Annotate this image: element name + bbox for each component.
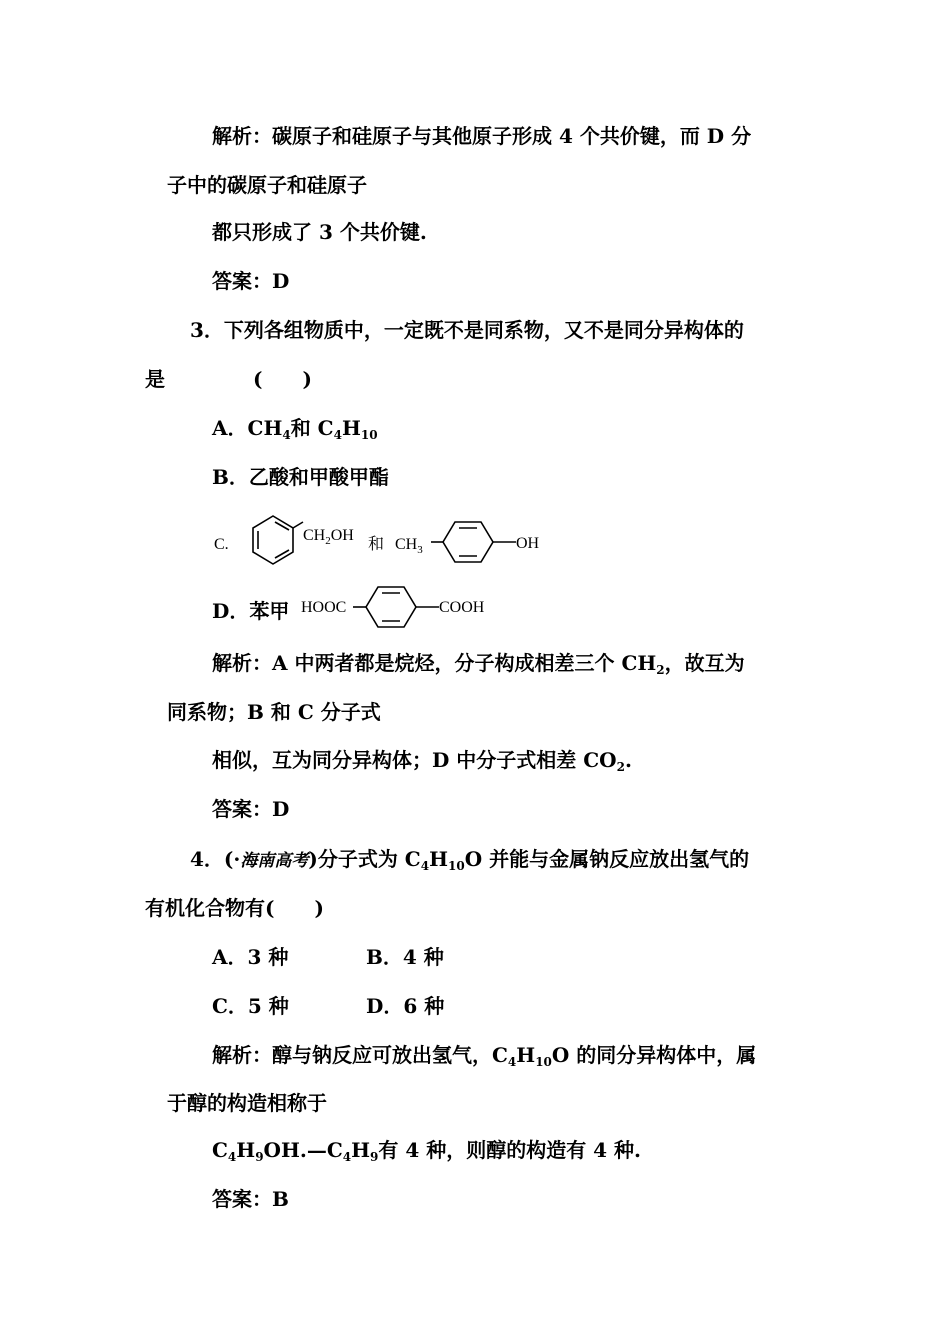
option-text: 苯甲 — [249, 599, 290, 623]
answer-value: D — [272, 269, 290, 293]
analysis-text: O 的同分异构体中，属 — [551, 1043, 757, 1067]
q3-answer — [212, 796, 289, 822]
question-source: 海南高考 — [240, 851, 309, 871]
q4-option-c: C．5 种 — [212, 994, 289, 1018]
formula-subscript: 10 — [447, 859, 465, 873]
analysis-text: ，故互为 — [664, 651, 745, 675]
question-stem: O 并能与金属钠反应放出氢气的 — [464, 847, 750, 871]
formula-subscript: 9 — [370, 1150, 379, 1164]
question-number: 3． — [190, 318, 224, 342]
analysis-label: 解析： — [212, 124, 272, 148]
formula-subscript: 4 — [420, 859, 430, 873]
answer-bracket: ( ) — [253, 367, 312, 391]
q3-option-c-structures — [205, 508, 550, 576]
option-label: D． — [212, 599, 250, 623]
source-bracket: ) — [308, 847, 318, 871]
ch2oh-group: $CH_2OH$ — [303, 527, 354, 547]
answer-value: B — [272, 1187, 289, 1211]
analysis-text: H — [351, 1138, 371, 1162]
formula-subscript: 10 — [360, 428, 378, 442]
formula-subscript: 2 — [616, 760, 625, 774]
q3-stem-line2 — [145, 366, 312, 392]
analysis-text: . — [624, 748, 632, 772]
option-text: 乙酸和甲酸甲酯 — [248, 465, 389, 489]
q3-analysis-line2: 同系物；B 和 C 分子式 — [167, 700, 381, 724]
q4-option-b: B．4 种 — [366, 945, 444, 969]
option-label: C. — [214, 536, 229, 553]
analysis-text: 相似，互为同分异构体；D 中分子式相差 CO — [212, 748, 617, 772]
formula-subscript: 4 — [282, 428, 291, 442]
q2-analysis-line2: 子中的碳原子和硅原子 — [167, 173, 367, 197]
formula-text: H — [341, 416, 361, 440]
q2-analysis-line3: 都只形成了 3 个共价键. — [212, 220, 427, 244]
cooh-group: COOH — [439, 599, 485, 616]
analysis-text: 碳原子和硅原子与其他原子形成 4 个共价键，而 D 分 — [272, 124, 752, 148]
analysis-text: 醇与钠反应可放出氢气，C — [272, 1043, 508, 1067]
analysis-label: 解析： — [212, 1043, 272, 1067]
formula-text: CH — [247, 416, 283, 440]
q4-stem-line1 — [190, 846, 749, 879]
benzene-ring-right — [431, 522, 516, 562]
analysis-text: 有 4 种，则醇的构造有 4 种. — [378, 1138, 642, 1162]
formula-subscript: 4 — [342, 1150, 352, 1164]
q4-option-d: D．6 种 — [366, 994, 445, 1018]
benzene-ring-terephthalic — [353, 587, 439, 627]
q3-stem-line1 — [190, 317, 744, 343]
formula-subscript: 4 — [333, 428, 342, 442]
answer-value: D — [272, 797, 290, 821]
question-stem: 下列各组物质中，一定既不是同系物，又不是同分异构体的 — [223, 318, 744, 342]
oh-group: OH — [516, 535, 540, 552]
q3-option-a — [212, 415, 378, 448]
q4-analysis-line2: 于醇的构造相称于 — [167, 1091, 327, 1115]
question-number: 4． — [190, 847, 224, 871]
question-stem-tail: 是 — [145, 367, 165, 391]
q3-option-d — [212, 598, 289, 624]
q4-analysis-line1 — [212, 1042, 756, 1075]
q4-stem-line2: 有机化合物有( ) — [145, 896, 324, 920]
hooc-group: HOOC — [301, 599, 347, 616]
formula-subscript: 4 — [227, 1150, 237, 1164]
q3-analysis-line1 — [212, 650, 745, 683]
formula-subscript: 10 — [535, 1055, 552, 1069]
question-stem: H — [429, 847, 448, 871]
q4-answer — [212, 1186, 289, 1212]
source-bracket: (· — [223, 847, 241, 871]
q3-option-d-structure — [300, 582, 495, 632]
ch3-group: $CH_3$ — [395, 536, 423, 556]
q4-analysis-line3 — [212, 1137, 641, 1170]
q2-answer — [212, 268, 289, 294]
answer-label: 答案： — [212, 797, 272, 821]
analysis-label: 解析： — [212, 651, 272, 675]
option-label: A． — [212, 416, 248, 440]
answer-label: 答案： — [212, 1187, 272, 1211]
question-stem: 分子式为 C — [317, 847, 421, 871]
formula-text: 和 C — [290, 416, 334, 440]
formula-subscript: 4 — [507, 1055, 517, 1069]
q3-option-b — [212, 464, 389, 490]
formula-subscript: 2 — [656, 663, 665, 677]
analysis-text: OH.—C — [263, 1138, 343, 1162]
conjunction: 和 — [368, 536, 385, 553]
q4-option-a: A．3 种 — [212, 945, 289, 969]
benzene-ring-left — [253, 516, 303, 564]
q3-analysis-line3 — [212, 747, 632, 780]
analysis-text: H — [236, 1138, 256, 1162]
analysis-text: A 中两者都是烷烃，分子构成相差三个 CH — [272, 651, 657, 675]
answer-label: 答案： — [212, 269, 272, 293]
q2-analysis-line1 — [212, 123, 751, 149]
formula-subscript: 9 — [255, 1150, 264, 1164]
option-label: B． — [212, 465, 249, 489]
analysis-text: C — [212, 1138, 228, 1162]
analysis-text: H — [516, 1043, 536, 1067]
